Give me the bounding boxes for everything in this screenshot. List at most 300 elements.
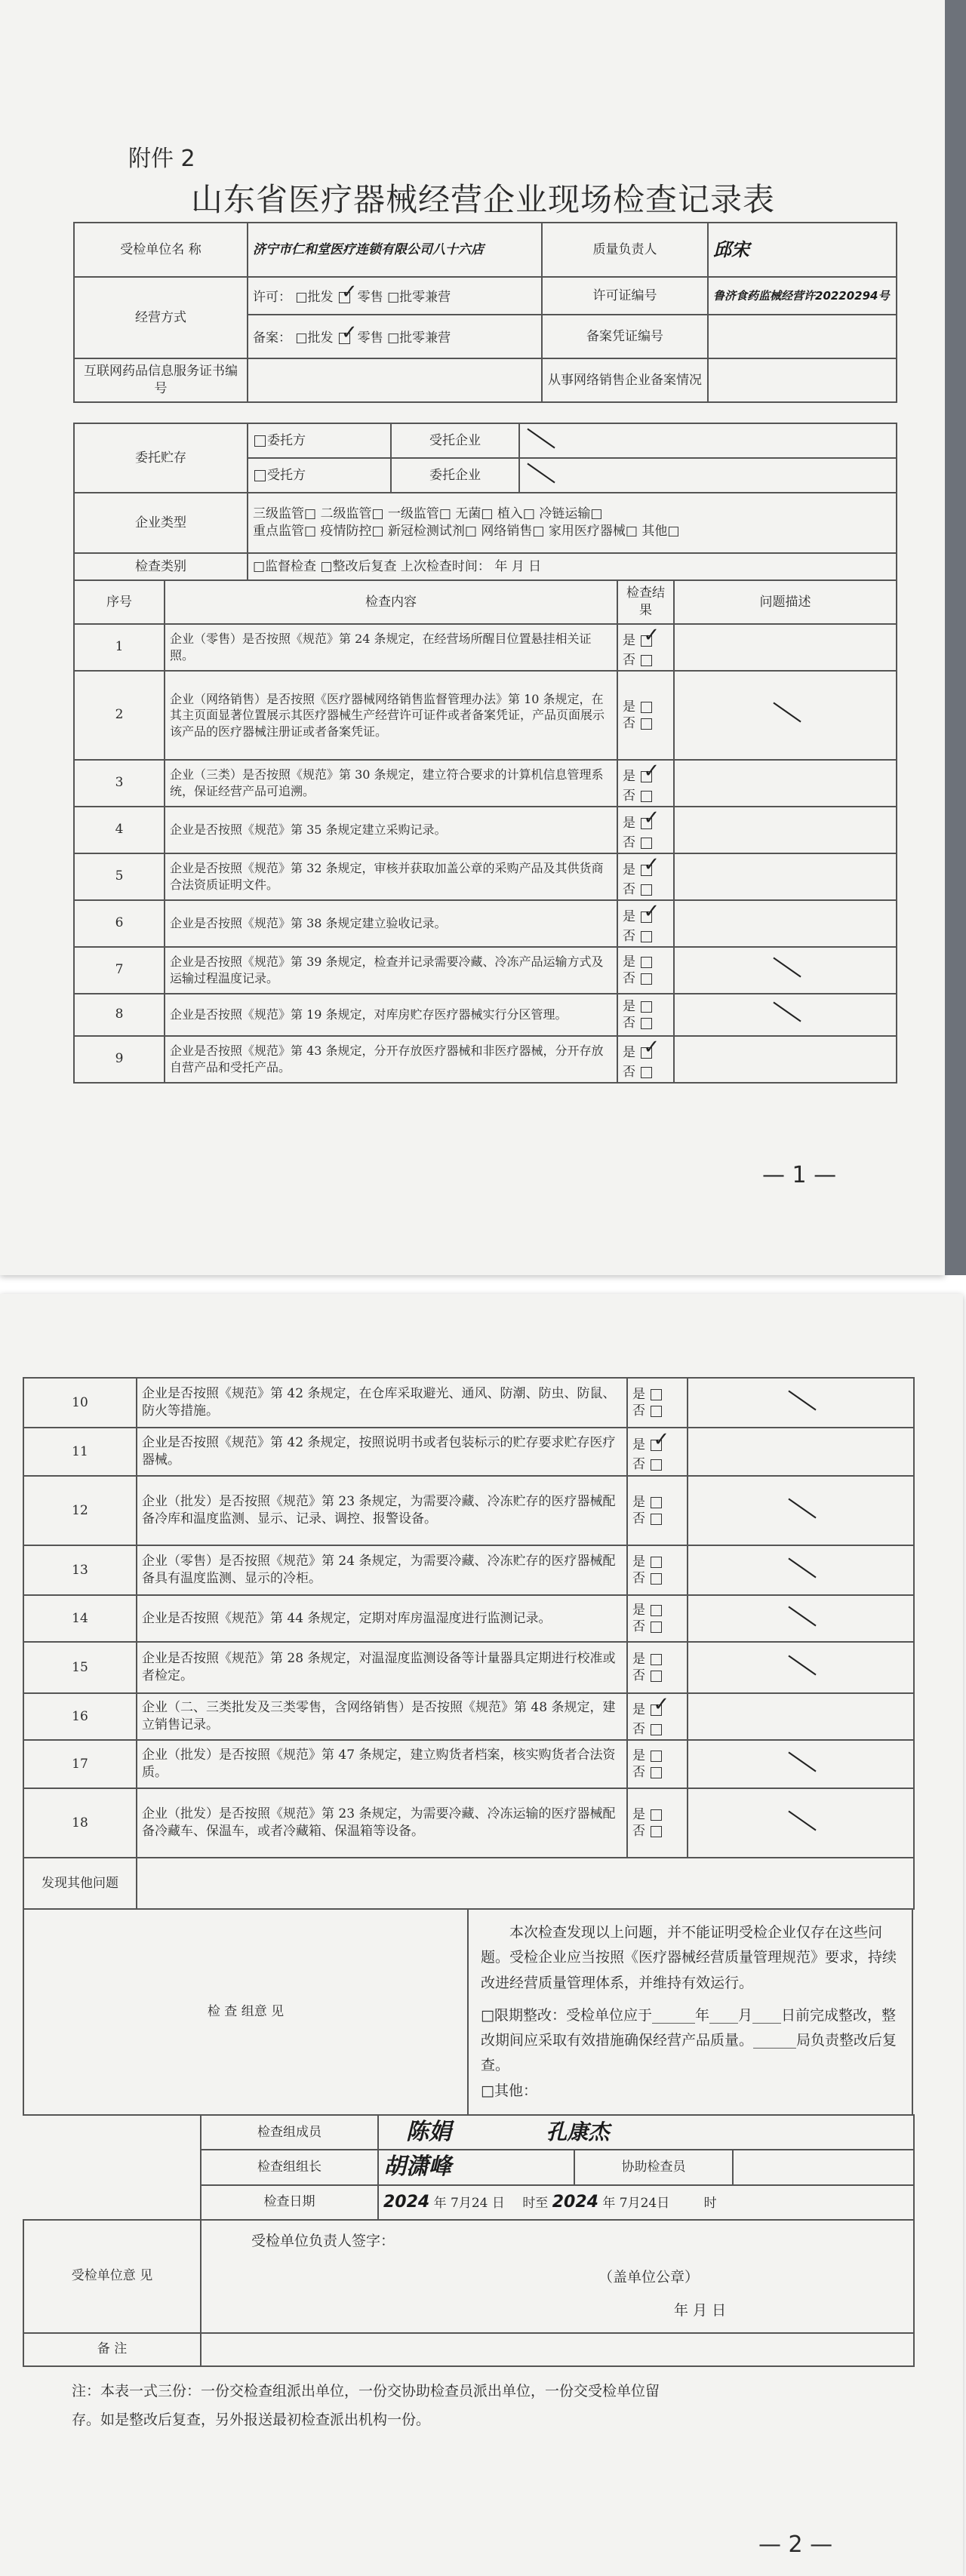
row-result (627, 1642, 688, 1693)
found-problems-value (137, 1858, 914, 1909)
remark-label: 备 注 (23, 2333, 201, 2366)
result-yes (632, 1428, 682, 1456)
yes-label: 是 (623, 815, 635, 831)
row-check-content: 企业（零售）是否按照《规范》第 24 条规定，在经营场所醒目位置悬挂相关证照。 (165, 624, 617, 671)
yes-label: 是 (623, 633, 635, 648)
result-no (623, 1064, 669, 1081)
check-mark-icon: ✓ (340, 321, 358, 345)
row-result (627, 1693, 688, 1740)
yes-label: 是 (632, 1437, 645, 1453)
row-problem-desc (674, 994, 897, 1036)
check-table-page2 (23, 1377, 915, 1910)
row-check-content: 企业（二、三类批发及三类零售，含网络销售）是否按照《规范》第 48 条规定，建立销售记录。 (137, 1693, 627, 1740)
result-no (623, 652, 669, 669)
row-result (617, 624, 674, 671)
table-row (74, 900, 897, 947)
row-problem-desc (674, 760, 897, 807)
footnote-line-1: 注：本表一式三份：一份交检查组派出单位，一份交协助检查员派出单位，一份交受检单位留 (72, 2382, 660, 2399)
slash-mark-icon (786, 1809, 816, 1832)
row-check-content: 企业是否按照《规范》第 42 条规定，在仓库采取避光、通风、防潮、防虫、防鼠、防火等措施。 (137, 1378, 627, 1428)
row-check-content: 企业是否按照《规范》第 44 条规定，定期对库房温湿度进行监测记录。 (137, 1595, 627, 1642)
checkbox-no (651, 1573, 662, 1585)
date-label: 检查日期 (201, 2185, 378, 2220)
checkbox-no (651, 1622, 662, 1633)
row-number: 16 (23, 1693, 137, 1740)
no-label: 否 (632, 1824, 645, 1839)
business-mode-label: 经营方式 (74, 277, 248, 358)
table-row (23, 1788, 914, 1858)
filing-options (248, 315, 542, 358)
table-row (74, 1036, 897, 1083)
result-yes (632, 1695, 682, 1721)
yes-label: 是 (632, 1702, 645, 1718)
opinion-body (468, 1909, 912, 2115)
page-number: — 1 — (762, 1162, 837, 1188)
checkbox-yes (651, 1389, 662, 1400)
filing-opt-both: □批零兼营 (387, 330, 451, 346)
row-result (627, 1428, 688, 1476)
opinion-label: 检 查 组意 见 (23, 1909, 468, 2115)
check-mark-icon: ✓ (643, 899, 660, 923)
date-to-year: 2024 (552, 2192, 598, 2212)
row-check-content: 企业是否按照《规范》第 39 条规定，检查并记录需要冷藏、冷冻产品运输方式及运输过程温度记录。 (165, 947, 617, 994)
checkbox-yes (651, 1751, 662, 1762)
checkbox-yes (651, 1654, 662, 1665)
table-row (74, 994, 897, 1036)
no-label: 否 (623, 788, 635, 804)
opinion-text: 本次检查发现以上问题，并不能证明受检企业仅存在这些问题。受检企业应当按照《医疗器械经营质量管理规范》要求，持续改进经营质量管理体系，并维持有效运行。 (481, 1924, 897, 1991)
filing-no-value (708, 315, 897, 358)
row-check-content: 企业（批发）是否按照《规范》第 23 条规定，为需要冷藏、冷冻贮存的医疗器械配备冷库和温度监测、显示、记录、调控、报警设备。 (137, 1476, 627, 1545)
row-check-content: 企业是否按照《规范》第 43 条规定，分开存放医疗器械和非医疗器械，分开存放自营产品和受托产品。 (165, 1036, 617, 1083)
yes-label: 是 (632, 1602, 645, 1618)
result-yes (623, 626, 669, 652)
unit-name-handwriting: 济宁市仁和堂医疗连锁有限公司八十六店 (253, 241, 484, 257)
type-table (73, 492, 897, 581)
check-mark-icon: ✓ (653, 1693, 670, 1717)
checkbox-no (641, 1018, 652, 1029)
license-opt-wholesale: □批发 (295, 290, 334, 306)
type-options-line-1: 三级监管□ 二级监管□ 一级监管□ 无菌□ 植入□ 冷链运输□ (253, 506, 603, 522)
checkbox-yes (651, 1605, 662, 1616)
row-result (627, 1378, 688, 1428)
row-result (617, 1036, 674, 1083)
filing-opt-retail: 零售 (357, 330, 383, 346)
table-row (74, 807, 897, 853)
remark-value (201, 2333, 914, 2366)
row-problem-desc (674, 947, 897, 994)
checkbox-no (651, 1406, 662, 1417)
row-problem-desc (688, 1693, 914, 1740)
row-problem-desc (688, 1595, 914, 1642)
checkbox-no (641, 931, 652, 942)
quality-person-label: 质量负责人 (542, 223, 708, 277)
checkbox-yes (641, 1001, 652, 1013)
signature-table (23, 2114, 915, 2367)
row-result (617, 900, 674, 947)
check-mark-icon: ✓ (340, 281, 358, 304)
no-label: 否 (623, 715, 635, 731)
slash-mark-icon (771, 1001, 801, 1023)
row-number: 12 (23, 1476, 137, 1545)
yes-label: 是 (623, 699, 635, 715)
no-label: 否 (623, 881, 635, 897)
checkbox-no (651, 1459, 662, 1471)
row-problem-desc (688, 1428, 914, 1476)
page-shadow-edge (945, 0, 966, 1275)
quality-person-handwriting: 邱宋 (713, 238, 749, 260)
row-check-content: 企业是否按照《规范》第 42 条规定，按照说明书或者包装标示的贮存要求贮存医疗器械。 (137, 1428, 627, 1476)
inspect-type-value: □监督检查 □整改后复查 上次检查时间： 年 月 日 (248, 553, 897, 580)
attachment-label: 附件 2 (128, 146, 195, 172)
result-yes (623, 853, 669, 881)
page-two (0, 1294, 963, 2576)
slash-mark-icon (786, 1605, 816, 1628)
slash-mark-icon (786, 1654, 816, 1677)
row-number: 15 (23, 1642, 137, 1693)
col-content-header: 检查内容 (165, 580, 617, 624)
table-row (23, 1476, 914, 1545)
yes-label: 是 (632, 1554, 645, 1569)
row-problem-desc (688, 1788, 914, 1858)
member-signature-2: 孔康杰 (546, 2119, 610, 2144)
check-mark-icon: ✓ (643, 1035, 660, 1059)
result-yes (632, 1806, 682, 1823)
yes-label: 是 (632, 1494, 645, 1510)
license-opt-retail: 零售 (357, 290, 383, 306)
yes-label: 是 (632, 1806, 645, 1822)
date-end-label: 时 (703, 2195, 717, 2211)
result-no (623, 788, 669, 804)
row-problem-desc (688, 1378, 914, 1428)
row-result (617, 947, 674, 994)
assist-label: 协助检查员 (574, 2150, 733, 2185)
row-number: 7 (74, 947, 165, 994)
slash-mark-icon (786, 1497, 816, 1520)
found-problems-label: 发现其他问题 (23, 1858, 137, 1909)
result-yes (632, 1386, 682, 1403)
row-problem-desc (688, 1642, 914, 1693)
result-no (632, 1618, 682, 1635)
assist-value (733, 2150, 914, 2185)
col-no-header: 序号 (74, 580, 165, 624)
result-no (632, 1570, 682, 1587)
page-number: — 2 — (758, 2531, 833, 2558)
row-check-content: 企业是否按照《规范》第 35 条规定建立采购记录。 (165, 807, 617, 853)
license-no-handwriting: 鲁济食药监械经营许20220294号 (713, 288, 890, 303)
row-check-content: 企业是否按照《规范》第 32 条规定，审核并获取加盖公章的采购产品及其供货商合法资质证明文件。 (165, 853, 617, 900)
license-no-value (708, 277, 897, 315)
row-number: 11 (23, 1428, 137, 1476)
yes-label: 是 (623, 908, 635, 924)
no-label: 否 (632, 1721, 645, 1737)
row-problem-desc (674, 853, 897, 900)
header-table (73, 222, 897, 403)
no-label: 否 (623, 970, 635, 986)
result-no (632, 1764, 682, 1781)
result-yes (623, 1035, 669, 1064)
result-no (623, 928, 669, 945)
result-no (623, 715, 669, 732)
internet-cert-value (248, 358, 542, 402)
checkbox-no (641, 718, 652, 730)
no-label: 否 (623, 1015, 635, 1031)
row-result (627, 1740, 688, 1788)
trustee-company-label: 委托企业 (391, 458, 519, 493)
table-row (23, 1642, 914, 1693)
row-number: 14 (23, 1595, 137, 1642)
checkbox-no (651, 1671, 662, 1682)
checkbox-yes (651, 1497, 662, 1508)
row-problem-desc (674, 807, 897, 853)
result-no (632, 1456, 682, 1473)
table-row (23, 1545, 914, 1595)
unit-name-label: 受检单位名 称 (74, 223, 248, 277)
row-number: 6 (74, 900, 165, 947)
checkbox (254, 435, 266, 447)
table-row (23, 1595, 914, 1642)
no-label: 否 (632, 1511, 645, 1526)
yes-label: 是 (623, 1044, 635, 1060)
table-row (23, 1378, 914, 1428)
enterprise-type-label: 企业类型 (74, 493, 248, 553)
filing-label: 备案： (253, 330, 291, 346)
checkbox-no (651, 1767, 662, 1778)
row-number: 17 (23, 1740, 137, 1788)
checkbox-no (641, 973, 652, 985)
check-mark-icon: ✓ (653, 1428, 670, 1452)
internet-cert-label: 互联网药品信息服务证书编号 (74, 358, 248, 402)
slash-mark-icon (786, 1751, 816, 1773)
footnote-line-2: 存。如是整改后复查，另外报送最初检查派出机构一份。 (72, 2411, 431, 2428)
yes-label: 是 (623, 954, 635, 970)
result-yes (623, 954, 669, 970)
result-no (623, 970, 669, 987)
col-desc-header: 问题描述 (674, 580, 897, 624)
result-yes (623, 899, 669, 928)
no-label: 否 (623, 1064, 635, 1080)
entrusting-party (248, 423, 391, 458)
license-label: 许可： (253, 290, 291, 306)
result-yes (623, 699, 669, 715)
checkbox-no (641, 791, 652, 802)
checkbox-no (651, 1514, 662, 1525)
license-no-label: 许可证编号 (542, 277, 708, 315)
row-number: 5 (74, 853, 165, 900)
row-result (617, 760, 674, 807)
leader-label: 检查组组长 (201, 2150, 378, 2185)
row-check-content: 企业（批发）是否按照《规范》第 23 条规定，为需要冷藏、冷冻运输的医疗器械配备冷藏车、保温车，或者冷藏箱、保温箱等设备。 (137, 1788, 627, 1858)
slash-mark-icon (771, 701, 801, 724)
other-text: □其他： (481, 2082, 537, 2099)
filing-opt-wholesale: □批发 (295, 330, 334, 346)
no-label: 否 (623, 928, 635, 944)
entrusting-text: 委托方 (267, 432, 306, 448)
table-row (23, 1428, 914, 1476)
row-result (627, 1476, 688, 1545)
row-result (617, 994, 674, 1036)
row-result (627, 1545, 688, 1595)
row-result (617, 853, 674, 900)
result-no (623, 835, 669, 851)
row-problem-desc (674, 671, 897, 760)
check-mark-icon: ✓ (643, 806, 660, 829)
result-yes (632, 1554, 682, 1570)
row-result (627, 1595, 688, 1642)
no-label: 否 (632, 1668, 645, 1683)
yes-label: 是 (632, 1386, 645, 1402)
inspect-type-label: 检查类别 (74, 553, 248, 580)
yes-label: 是 (632, 1748, 645, 1763)
row-result (627, 1788, 688, 1858)
table-row (74, 760, 897, 807)
yes-label: 是 (623, 768, 635, 784)
no-label: 否 (632, 1619, 645, 1634)
result-yes (632, 1494, 682, 1511)
slash-mark-icon (786, 1389, 816, 1412)
online-record-label: 从事网络销售企业备案情况 (542, 358, 708, 402)
rectify-text: □限期整改：受检单位应于______年____月____日前完成整改，整改期间应采取有效措施确保经营产品质量。______局负责整改后复查。 (481, 2006, 897, 2074)
inspected-label: 受检单位意 见 (23, 2220, 201, 2333)
checkbox-no (641, 1067, 652, 1078)
opinion-table (23, 1908, 913, 2116)
license-options (248, 277, 542, 315)
table-row (23, 1693, 914, 1740)
row-check-content: 企业是否按照《规范》第 19 条规定，对库房贮存医疗器械实行分区管理。 (165, 994, 617, 1036)
type-options-line-2: 重点监管□ 疫情防控□ 新冠检测试剂□ 网络销售□ 家用医疗器械□ 其他□ (253, 524, 680, 539)
slash-mark-icon (786, 1557, 816, 1579)
table-row (23, 1740, 914, 1788)
checkbox-no (651, 1826, 662, 1837)
row-number: 18 (23, 1788, 137, 1858)
row-problem-desc (674, 900, 897, 947)
row-number: 13 (23, 1545, 137, 1595)
entrust-table (73, 423, 897, 493)
online-record-value (708, 358, 897, 402)
yes-label: 是 (632, 1651, 645, 1667)
unit-name-value (248, 223, 542, 277)
result-no (623, 881, 669, 898)
checkbox-no (641, 655, 652, 666)
license-opt-both: □批零兼营 (387, 290, 451, 306)
result-no (632, 1721, 682, 1738)
checkbox-no (641, 884, 652, 896)
no-label: 否 (632, 1403, 645, 1419)
col-result-header: 检查结果 (617, 580, 674, 624)
member-signature-1: 陈娟 (406, 2118, 451, 2145)
checkbox (254, 470, 266, 481)
row-number: 1 (74, 624, 165, 671)
table-row (74, 853, 897, 900)
row-check-content: 企业是否按照《规范》第 38 条规定建立验收记录。 (165, 900, 617, 947)
date-to-label: 时至 (522, 2195, 549, 2211)
entrusted-company-label: 受托企业 (391, 423, 519, 458)
table-row (74, 624, 897, 671)
result-no (632, 1403, 682, 1419)
entrusted-text: 受托方 (267, 467, 306, 483)
no-label: 否 (632, 1571, 645, 1586)
quality-person-value (708, 223, 897, 277)
result-no (632, 1511, 682, 1527)
leader-value (378, 2150, 574, 2185)
result-yes (632, 1748, 682, 1764)
row-problem-desc (674, 1036, 897, 1083)
members-label: 检查组成员 (201, 2115, 378, 2150)
row-number: 4 (74, 807, 165, 853)
result-yes (623, 806, 669, 835)
sign-text: 受检单位负责人签字： (251, 2233, 395, 2250)
inspected-body (201, 2220, 914, 2333)
yes-label: 是 (623, 862, 635, 878)
result-yes (632, 1651, 682, 1668)
date-to-rest: 年 7月24日 (602, 2195, 670, 2211)
row-check-content: 企业（批发）是否按照《规范》第 47 条规定，建立购货者档案，核实购货者合法资质。 (137, 1740, 627, 1788)
row-check-content: 企业（网络销售）是否按照《医疗器械网络销售监督管理办法》第 10 条规定，在其主页面显著位置展示其医疗器械生产经营许可证件或者备案凭证，产品页面展示该产品的医疗器械注册证或者备案凭证。 (165, 671, 617, 760)
seal-text: （盖单位公章） (598, 2268, 700, 2286)
entrusted-company-value (519, 423, 897, 458)
date-value (378, 2185, 914, 2220)
row-problem-desc (688, 1740, 914, 1788)
checkbox-yes (651, 1557, 662, 1568)
slash-mark-icon (525, 462, 555, 484)
date-from-year: 2024 (383, 2192, 430, 2212)
result-yes (632, 1602, 682, 1618)
leader-signature: 胡潇峰 (383, 2153, 451, 2181)
row-check-content: 企业（零售）是否按照《规范》第 24 条规定，为需要冷藏、冷冻贮存的医疗器械配备具有温度监测、显示的冷柜。 (137, 1545, 627, 1595)
row-number: 2 (74, 671, 165, 760)
slash-mark-icon (525, 427, 555, 450)
row-problem-desc (674, 624, 897, 671)
result-no (632, 1823, 682, 1840)
checkbox-no (641, 838, 652, 849)
no-label: 否 (632, 1456, 645, 1472)
row-result (617, 671, 674, 760)
entrust-label: 委托贮存 (74, 423, 248, 493)
trustee-company-value (519, 458, 897, 493)
check-table-page1 (73, 579, 897, 1084)
table-row (74, 947, 897, 994)
found-problems-row (23, 1858, 914, 1909)
check-mark-icon: ✓ (643, 853, 660, 876)
entrusted-party (248, 458, 391, 493)
page-one (0, 0, 945, 1275)
check-mark-icon: ✓ (643, 759, 660, 782)
result-no (632, 1668, 682, 1684)
checkbox-yes (651, 1809, 662, 1821)
result-yes (623, 998, 669, 1015)
row-number: 3 (74, 760, 165, 807)
result-no (623, 1015, 669, 1031)
seal-date: 年 月 日 (674, 2301, 727, 2319)
enterprise-type-options (248, 493, 897, 553)
filing-no-label: 备案凭证编号 (542, 315, 708, 358)
result-yes (623, 759, 669, 788)
row-number: 9 (74, 1036, 165, 1083)
row-number: 8 (74, 994, 165, 1036)
row-problem-desc (688, 1476, 914, 1545)
slash-mark-icon (771, 956, 801, 979)
no-label: 否 (623, 652, 635, 668)
row-result (617, 807, 674, 853)
table-row (74, 671, 897, 760)
row-problem-desc (688, 1545, 914, 1595)
check-mark-icon: ✓ (643, 624, 660, 647)
row-check-content: 企业（三类）是否按照《规范》第 30 条规定，建立符合要求的计算机信息管理系统，保证经营产品可追溯。 (165, 760, 617, 807)
no-label: 否 (623, 835, 635, 850)
members-value (378, 2115, 914, 2150)
form-title: 山东省医疗器械经营企业现场检查记录表 (190, 181, 775, 218)
date-from-rest: 年 7月24 日 (433, 2195, 505, 2211)
